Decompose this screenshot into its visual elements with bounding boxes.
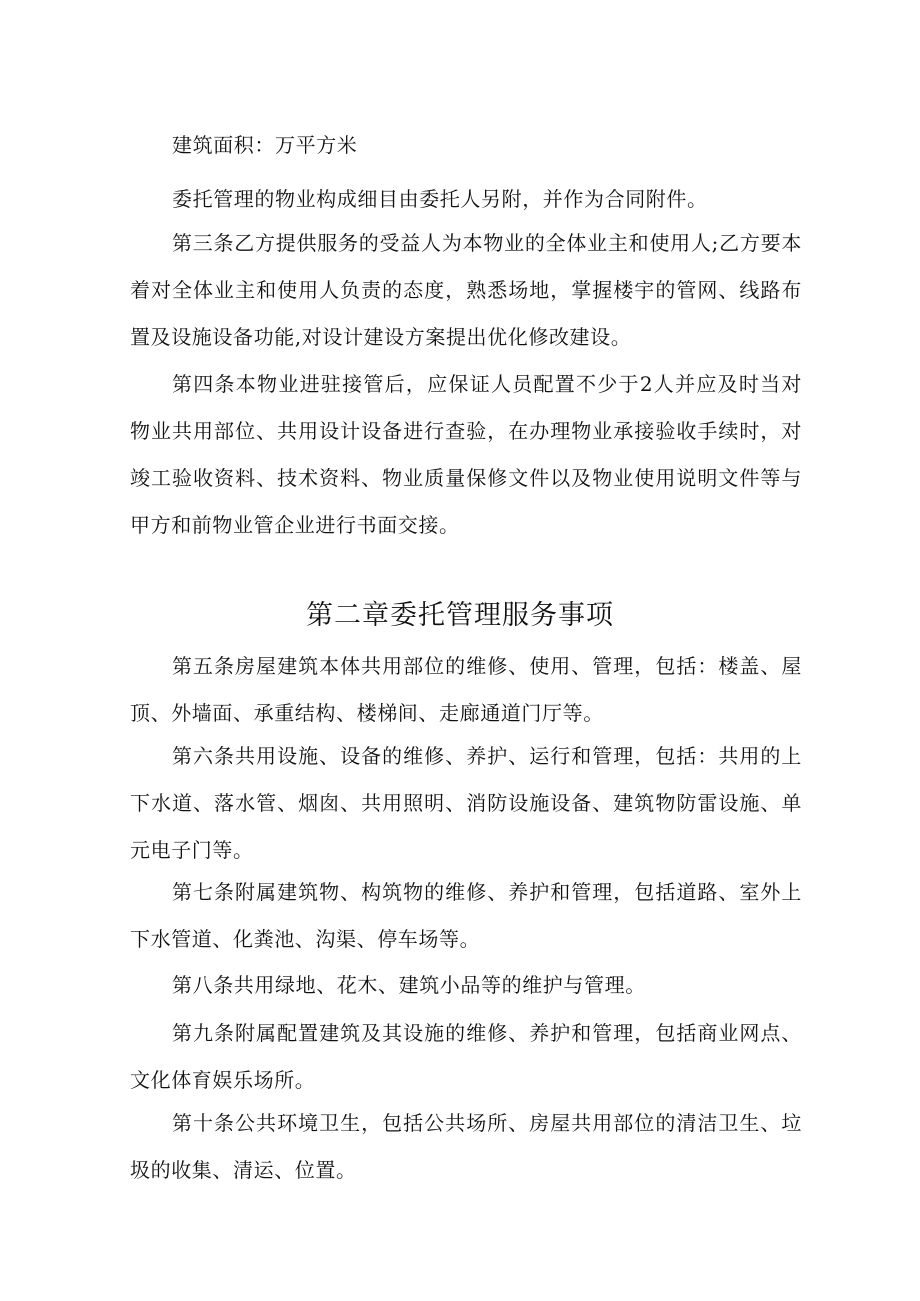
paragraph-building-area: 建筑面积：万平方米 — [172, 133, 358, 157]
paragraph-article-9: 第九条附属配置建筑及其设施的维修、养护和管理，包括商业网点、文化体育娱乐场所。 — [130, 1021, 802, 1092]
paragraph-property-details: 委托管理的物业构成细目由委托人另附，并作为合同附件。 — [172, 187, 708, 211]
paragraph-article-4: 第四条本物业进驻接管后，应保证人员配置不少于2人并应及时当对物业共用部位、共用设计设备进行查验，在办理物业承接验收手续时，对竣工验收资料、技术资料、物业质量保修文件以及物业使用说明文件等与甲方和前物业管企业进行书面交接。 — [130, 372, 802, 537]
paragraph-article-8: 第八条共用绿地、花木、建筑小品等的维护与管理。 — [172, 973, 646, 997]
paragraph-article-10: 第十条公共环境卫生，包括公共场所、房屋共用部位的清洁卫生、垃圾的收集、清运、位置。 — [130, 1111, 802, 1182]
chapter-title: 第二章委托管理服务事项 — [306, 600, 614, 631]
paragraph-article-3: 第三条乙方提供服务的受益人为本物业的全体业主和使用人;乙方要本着对全体业主和使用人负责的态度，熟悉场地，掌握楼宇的管网、线路布置及设施设备功能,对设计建设方案提出优化修改建设。 — [130, 231, 802, 349]
paragraph-article-7: 第七条附属建筑物、构筑物的维修、养护和管理，包括道路、室外上下水管道、化粪池、沟渠、停车场等。 — [130, 880, 802, 951]
paragraph-article-6: 第六条共用设施、设备的维修、养护、运行和管理，包括：共用的上下水道、落水管、烟囱、共用照明、消防设施设备、建筑物防雷设施、单元电子门等。 — [130, 744, 802, 862]
paragraph-article-5: 第五条房屋建筑本体共用部位的维修、使用、管理，包括：楼盖、屋顶、外墙面、承重结构、楼梯间、走廊通道门厅等。 — [130, 654, 802, 725]
